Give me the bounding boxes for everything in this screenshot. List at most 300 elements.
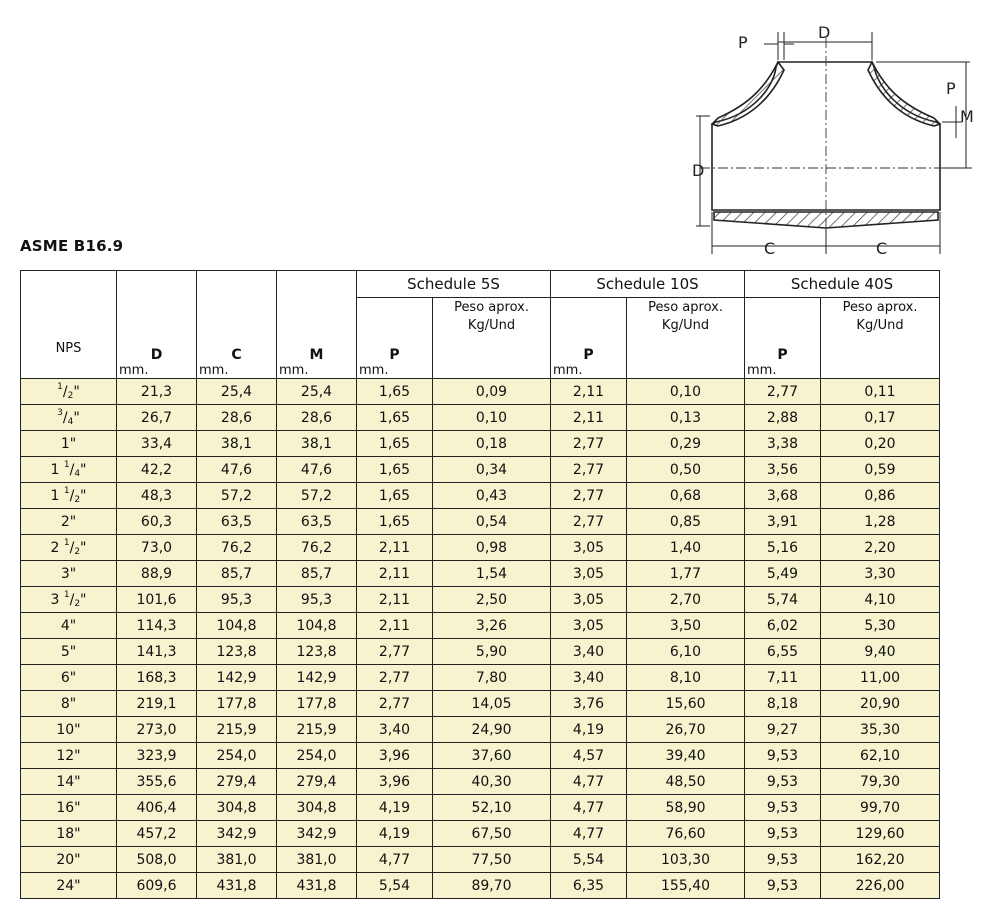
table-cell: 5,54 — [551, 847, 627, 873]
table-cell: 21,3 — [117, 379, 197, 405]
table-cell: 0,98 — [433, 535, 551, 561]
nps-numerator: 1 — [63, 460, 70, 470]
table-row — [21, 535, 940, 561]
cell-nps — [21, 587, 117, 613]
table-cell: 0,20 — [821, 431, 940, 457]
table-cell: 11,00 — [821, 665, 940, 691]
cell-nps — [21, 535, 117, 561]
table-row — [21, 639, 940, 665]
nps-whole: 8" — [60, 695, 77, 712]
table-cell: 3,91 — [745, 509, 821, 535]
table-cell: 2,88 — [745, 405, 821, 431]
table-cell: 226,00 — [821, 873, 940, 899]
table-cell: 4,77 — [551, 821, 627, 847]
table-cell: 381,0 — [277, 847, 357, 873]
cell-nps — [21, 457, 117, 483]
diagram-label-m: M — [960, 107, 974, 126]
header-m-unit: mm. — [279, 363, 309, 378]
nps-whole: 10" — [56, 721, 81, 738]
table-cell: 24,90 — [433, 717, 551, 743]
nps-whole: 6" — [60, 669, 77, 686]
table-cell: 6,10 — [627, 639, 745, 665]
table-row — [21, 587, 940, 613]
nps-inch-mark: " — [80, 488, 87, 504]
cell-nps — [21, 483, 117, 509]
table-cell: 2,20 — [821, 535, 940, 561]
table-cell: 155,40 — [627, 873, 745, 899]
header-m-label: M — [309, 347, 324, 363]
table-cell: 431,8 — [197, 873, 277, 899]
header-d — [117, 271, 197, 379]
cell-nps — [21, 561, 117, 587]
table-cell: 1,65 — [357, 483, 433, 509]
table-cell: 103,30 — [627, 847, 745, 873]
header-p-unit: mm. — [553, 363, 583, 378]
nps-denominator: 2 — [74, 495, 81, 505]
table-cell: 123,8 — [197, 639, 277, 665]
table-cell: 0,50 — [627, 457, 745, 483]
table-cell: 95,3 — [197, 587, 277, 613]
table-cell: 5,49 — [745, 561, 821, 587]
cell-nps — [21, 613, 117, 639]
table-cell: 0,85 — [627, 509, 745, 535]
table-cell: 2,11 — [357, 535, 433, 561]
table-cell: 9,27 — [745, 717, 821, 743]
nps-inch-mark: " — [73, 410, 80, 426]
table-cell: 457,2 — [117, 821, 197, 847]
table-cell: 5,16 — [745, 535, 821, 561]
table-cell: 168,3 — [117, 665, 197, 691]
table-cell: 79,30 — [821, 769, 940, 795]
header-p-40s — [745, 298, 821, 379]
table-cell: 0,10 — [627, 379, 745, 405]
nps-whole: 4" — [60, 617, 77, 634]
dimensions-table — [20, 270, 940, 899]
header-nps: NPS — [21, 271, 117, 379]
header-peso-label: Peso aprox. — [454, 300, 529, 315]
table-cell: 4,77 — [551, 795, 627, 821]
table-cell: 342,9 — [277, 821, 357, 847]
table-cell: 2,77 — [357, 639, 433, 665]
table-cell: 1,65 — [357, 379, 433, 405]
cell-nps — [21, 509, 117, 535]
nps-fraction-slash: / — [69, 540, 75, 556]
nps-fraction-slash: / — [62, 384, 68, 400]
cell-nps — [21, 717, 117, 743]
table-cell: 141,3 — [117, 639, 197, 665]
table-cell: 2,11 — [551, 405, 627, 431]
table-cell: 2,77 — [357, 665, 433, 691]
table-cell: 5,90 — [433, 639, 551, 665]
nps-inch-mark: " — [73, 384, 80, 400]
header-d-unit: mm. — [119, 363, 149, 378]
table-cell: 25,4 — [197, 379, 277, 405]
table-cell: 304,8 — [197, 795, 277, 821]
table-cell: 2,11 — [551, 379, 627, 405]
table-cell: 4,57 — [551, 743, 627, 769]
table-cell: 3,05 — [551, 613, 627, 639]
table-cell: 142,9 — [277, 665, 357, 691]
table-cell: 26,7 — [117, 405, 197, 431]
header-c-unit: mm. — [199, 363, 229, 378]
table-cell: 177,8 — [197, 691, 277, 717]
table-row — [21, 379, 940, 405]
table-cell: 2,70 — [627, 587, 745, 613]
nps-whole: 24" — [56, 877, 81, 894]
table-cell: 3,40 — [357, 717, 433, 743]
standard-title: ASME B16.9 — [20, 237, 124, 255]
table-cell: 1,65 — [357, 457, 433, 483]
nps-whole: 16" — [56, 799, 81, 816]
table-cell: 123,8 — [277, 639, 357, 665]
table-cell: 0,18 — [433, 431, 551, 457]
table-cell: 323,9 — [117, 743, 197, 769]
table-cell: 279,4 — [277, 769, 357, 795]
table-cell: 89,70 — [433, 873, 551, 899]
table-cell: 3,50 — [627, 613, 745, 639]
nps-denominator: 4 — [74, 469, 81, 479]
nps-inch-mark: " — [80, 540, 87, 556]
table-cell: 1,77 — [627, 561, 745, 587]
table-cell: 33,4 — [117, 431, 197, 457]
table-cell: 4,10 — [821, 587, 940, 613]
table-cell: 2,11 — [357, 587, 433, 613]
table-cell: 37,60 — [433, 743, 551, 769]
cell-nps — [21, 873, 117, 899]
table-cell: 99,70 — [821, 795, 940, 821]
table-cell: 279,4 — [197, 769, 277, 795]
cell-nps — [21, 431, 117, 457]
table-row — [21, 821, 940, 847]
header-schedule-5s: Schedule 5S — [357, 271, 551, 298]
nps-inch-mark: " — [80, 462, 87, 478]
table-cell: 114,3 — [117, 613, 197, 639]
nps-whole: 18" — [56, 825, 81, 842]
table-cell: 3,56 — [745, 457, 821, 483]
cell-nps — [21, 769, 117, 795]
table-cell: 104,8 — [277, 613, 357, 639]
table-cell: 129,60 — [821, 821, 940, 847]
table-row — [21, 509, 940, 535]
cell-nps — [21, 405, 117, 431]
diagram-label-c-left: C — [764, 239, 776, 258]
table-cell: 60,3 — [117, 509, 197, 535]
nps-whole: 14" — [56, 773, 81, 790]
table-cell: 3,96 — [357, 743, 433, 769]
table-cell: 5,74 — [745, 587, 821, 613]
header-peso-label: Peso aprox. — [842, 300, 918, 315]
table-cell: 9,40 — [821, 639, 940, 665]
table-cell: 4,77 — [551, 769, 627, 795]
table-cell: 101,6 — [117, 587, 197, 613]
table-cell: 219,1 — [117, 691, 197, 717]
table-cell: 63,5 — [197, 509, 277, 535]
table-row — [21, 665, 940, 691]
table-cell: 95,3 — [277, 587, 357, 613]
table-cell: 0,09 — [433, 379, 551, 405]
nps-whole: 1 — [50, 462, 64, 478]
nps-numerator: 1 — [63, 590, 70, 600]
table-cell: 38,1 — [197, 431, 277, 457]
header-peso-label: Peso aprox. — [648, 300, 723, 315]
nps-whole: 1" — [60, 435, 77, 452]
table-cell: 63,5 — [277, 509, 357, 535]
nps-numerator: 1 — [63, 538, 70, 548]
table-cell: 15,60 — [627, 691, 745, 717]
table-cell: 5,30 — [821, 613, 940, 639]
cell-nps — [21, 795, 117, 821]
cell-nps — [21, 847, 117, 873]
header-p-unit: mm. — [359, 363, 389, 378]
table-row — [21, 613, 940, 639]
table-cell: 3,96 — [357, 769, 433, 795]
table-cell: 9,53 — [745, 847, 821, 873]
table-row — [21, 457, 940, 483]
table-row — [21, 743, 940, 769]
table-cell: 57,2 — [197, 483, 277, 509]
table-row — [21, 795, 940, 821]
table-cell: 142,9 — [197, 665, 277, 691]
table-cell: 88,9 — [117, 561, 197, 587]
nps-denominator: 4 — [67, 417, 74, 427]
table-cell: 5,54 — [357, 873, 433, 899]
table-cell: 85,7 — [277, 561, 357, 587]
table-row — [21, 873, 940, 899]
header-d-label: D — [150, 347, 163, 363]
cell-nps — [21, 665, 117, 691]
table-cell: 431,8 — [277, 873, 357, 899]
table-cell: 3,40 — [551, 639, 627, 665]
table-cell: 609,6 — [117, 873, 197, 899]
table-cell: 3,76 — [551, 691, 627, 717]
header-p-label: P — [583, 347, 594, 363]
header-p-label: P — [777, 347, 788, 363]
table-cell: 2,77 — [551, 431, 627, 457]
table-cell: 1,65 — [357, 405, 433, 431]
table-cell: 26,70 — [627, 717, 745, 743]
nps-fraction-slash: / — [69, 488, 75, 504]
table-cell: 28,6 — [277, 405, 357, 431]
header-schedule-40s: Schedule 40S — [745, 271, 940, 298]
table-cell: 9,53 — [745, 769, 821, 795]
table-cell: 38,1 — [277, 431, 357, 457]
table-cell: 381,0 — [197, 847, 277, 873]
table-cell: 25,4 — [277, 379, 357, 405]
table-cell: 7,11 — [745, 665, 821, 691]
table-cell: 76,2 — [277, 535, 357, 561]
table-cell: 48,3 — [117, 483, 197, 509]
table-cell: 0,34 — [433, 457, 551, 483]
table-cell: 73,0 — [117, 535, 197, 561]
nps-denominator: 2 — [74, 599, 81, 609]
cell-nps — [21, 379, 117, 405]
table-cell: 2,77 — [357, 691, 433, 717]
table-cell: 28,6 — [197, 405, 277, 431]
table-cell: 47,6 — [197, 457, 277, 483]
table-cell: 304,8 — [277, 795, 357, 821]
table-cell: 57,2 — [277, 483, 357, 509]
nps-whole: 2 — [50, 540, 64, 556]
table-cell: 254,0 — [277, 743, 357, 769]
nps-whole: 3 — [50, 592, 64, 608]
nps-denominator: 2 — [67, 391, 74, 401]
table-cell: 2,50 — [433, 587, 551, 613]
table-cell: 3,30 — [821, 561, 940, 587]
table-cell: 14,05 — [433, 691, 551, 717]
table-cell: 2,77 — [551, 509, 627, 535]
nps-whole: 5" — [60, 643, 77, 660]
table-cell: 0,68 — [627, 483, 745, 509]
table-cell: 35,30 — [821, 717, 940, 743]
table-cell: 77,50 — [433, 847, 551, 873]
table-cell: 8,18 — [745, 691, 821, 717]
table-cell: 0,86 — [821, 483, 940, 509]
table-cell: 6,55 — [745, 639, 821, 665]
table-cell: 3,26 — [433, 613, 551, 639]
table-cell: 2,11 — [357, 561, 433, 587]
table-row — [21, 405, 940, 431]
nps-numerator: 1 — [57, 382, 63, 392]
table-cell: 6,35 — [551, 873, 627, 899]
table-cell: 0,59 — [821, 457, 940, 483]
table-cell: 40,30 — [433, 769, 551, 795]
table-cell: 62,10 — [821, 743, 940, 769]
diagram-label-c-right: C — [876, 239, 888, 258]
table-cell: 1,28 — [821, 509, 940, 535]
table-cell: 0,54 — [433, 509, 551, 535]
diagram-label-d-left: D — [692, 161, 705, 180]
table-cell: 2,77 — [745, 379, 821, 405]
header-c — [197, 271, 277, 379]
header-c-label: C — [231, 347, 242, 363]
table-row — [21, 717, 940, 743]
table-cell: 104,8 — [197, 613, 277, 639]
nps-numerator: 3 — [57, 408, 63, 418]
nps-fraction-slash: / — [62, 410, 68, 426]
header-peso-5s — [433, 298, 551, 379]
table-row — [21, 431, 940, 457]
table-cell: 20,90 — [821, 691, 940, 717]
table-cell: 215,9 — [197, 717, 277, 743]
table-cell: 0,10 — [433, 405, 551, 431]
nps-whole: 2" — [60, 513, 77, 530]
table-cell: 9,53 — [745, 873, 821, 899]
table-cell: 3,05 — [551, 561, 627, 587]
nps-fraction-slash: / — [69, 592, 75, 608]
table-row — [21, 847, 940, 873]
table-cell: 254,0 — [197, 743, 277, 769]
table-cell: 2,77 — [551, 457, 627, 483]
tee-dimension-diagram — [680, 14, 980, 259]
cell-nps — [21, 821, 117, 847]
table-cell: 42,2 — [117, 457, 197, 483]
header-p-unit: mm. — [747, 363, 777, 378]
table-cell: 9,53 — [745, 743, 821, 769]
table-cell: 4,19 — [551, 717, 627, 743]
table-cell: 3,40 — [551, 665, 627, 691]
header-peso-unit: Kg/Und — [856, 318, 904, 333]
table-cell: 406,4 — [117, 795, 197, 821]
table-cell: 7,80 — [433, 665, 551, 691]
nps-denominator: 2 — [74, 547, 81, 557]
table-row — [21, 769, 940, 795]
header-m — [277, 271, 357, 379]
cell-nps — [21, 743, 117, 769]
header-peso-unit: Kg/Und — [467, 318, 516, 333]
header-p-10s — [551, 298, 627, 379]
table-cell: 3,05 — [551, 535, 627, 561]
header-peso-10s — [627, 298, 745, 379]
header-peso-40s — [821, 298, 940, 379]
table-cell: 4,19 — [357, 821, 433, 847]
table-cell: 6,02 — [745, 613, 821, 639]
table-cell: 85,7 — [197, 561, 277, 587]
table-cell: 342,9 — [197, 821, 277, 847]
table-cell: 9,53 — [745, 795, 821, 821]
nps-whole: 1 — [50, 488, 64, 504]
table-cell: 0,43 — [433, 483, 551, 509]
table-cell: 0,11 — [821, 379, 940, 405]
nps-whole: 12" — [56, 747, 81, 764]
diagram-label-d-top: D — [818, 23, 831, 42]
nps-whole: 3" — [60, 565, 77, 582]
table-cell: 4,77 — [357, 847, 433, 873]
table-cell: 76,60 — [627, 821, 745, 847]
table-row — [21, 483, 940, 509]
nps-whole: 20" — [56, 851, 81, 868]
nps-inch-mark: " — [80, 592, 87, 608]
diagram-label-p-right: P — [946, 79, 956, 98]
nps-numerator: 1 — [63, 486, 70, 496]
table-cell: 9,53 — [745, 821, 821, 847]
header-peso-unit: Kg/Und — [661, 318, 710, 333]
table-cell: 3,05 — [551, 587, 627, 613]
cell-nps — [21, 639, 117, 665]
table-cell: 47,6 — [277, 457, 357, 483]
table-cell: 4,19 — [357, 795, 433, 821]
table-cell: 76,2 — [197, 535, 277, 561]
table-body — [21, 379, 940, 899]
table-row — [21, 561, 940, 587]
table-cell: 58,90 — [627, 795, 745, 821]
table-cell: 2,77 — [551, 483, 627, 509]
table-cell: 508,0 — [117, 847, 197, 873]
table-cell: 52,10 — [433, 795, 551, 821]
table-cell: 1,40 — [627, 535, 745, 561]
table-cell: 0,17 — [821, 405, 940, 431]
table-cell: 273,0 — [117, 717, 197, 743]
header-p-label: P — [389, 347, 400, 363]
table-cell: 215,9 — [277, 717, 357, 743]
header-p-5s — [357, 298, 433, 379]
table-cell: 3,38 — [745, 431, 821, 457]
table-cell: 162,20 — [821, 847, 940, 873]
cell-nps — [21, 691, 117, 717]
table-cell: 1,65 — [357, 431, 433, 457]
header-schedule-10s: Schedule 10S — [551, 271, 745, 298]
table-cell: 39,40 — [627, 743, 745, 769]
table-cell: 2,11 — [357, 613, 433, 639]
table-cell: 67,50 — [433, 821, 551, 847]
table-cell: 0,29 — [627, 431, 745, 457]
table-cell: 1,65 — [357, 509, 433, 535]
table-cell: 48,50 — [627, 769, 745, 795]
table-cell: 177,8 — [277, 691, 357, 717]
table-cell: 355,6 — [117, 769, 197, 795]
table-row — [21, 691, 940, 717]
table-cell: 0,13 — [627, 405, 745, 431]
table-cell: 1,54 — [433, 561, 551, 587]
